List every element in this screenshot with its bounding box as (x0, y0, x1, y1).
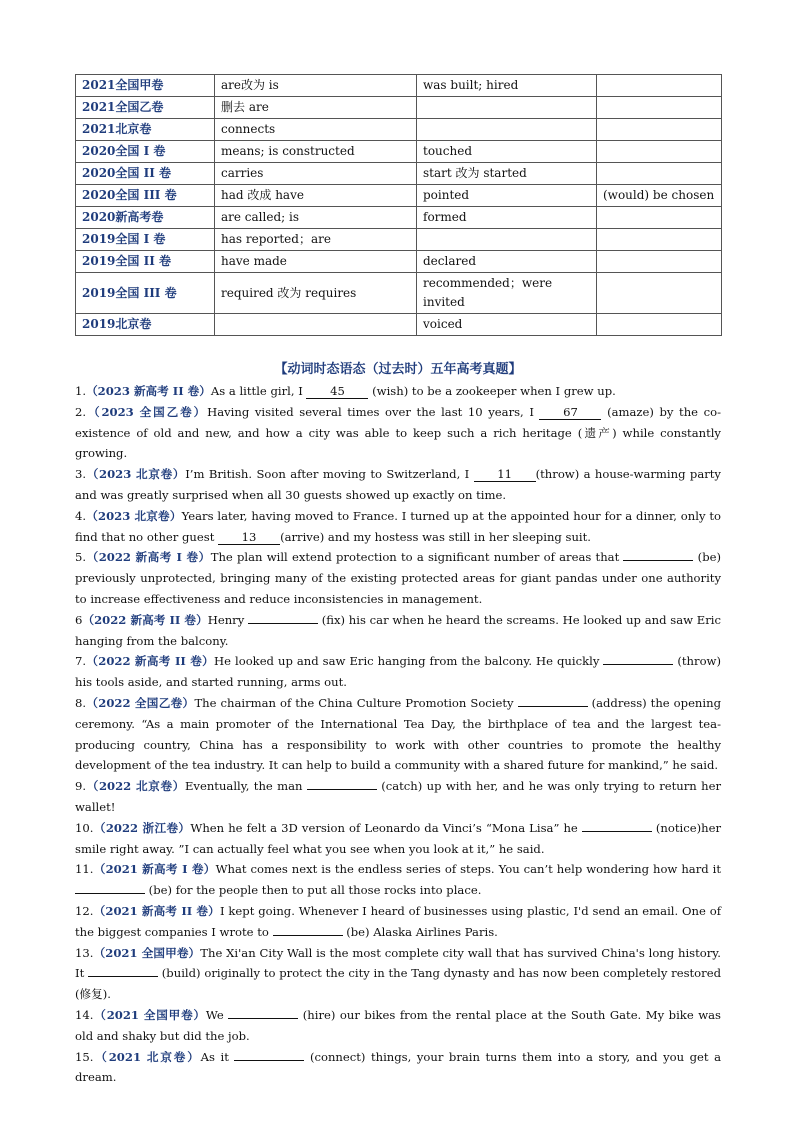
question-list (75, 381, 721, 1088)
table-cell-answer-a: had 改成 have (215, 185, 417, 207)
question-item (75, 901, 721, 943)
question-source: （2023 北京卷） (86, 508, 182, 523)
question-text-before: As it (200, 1049, 235, 1064)
question-number: 5. (75, 550, 87, 565)
question-text-before: He looked up and saw Eric hanging from the balcony. He quickly (214, 654, 604, 669)
answer-blank[interactable] (623, 560, 693, 561)
question-item (75, 464, 721, 506)
table-cell-year: 2020全国 II 卷 (76, 163, 215, 185)
table-cell-answer-c (597, 314, 722, 336)
answer-blank[interactable] (518, 706, 588, 707)
table-cell-year: 2019全国 II 卷 (76, 251, 215, 273)
table-cell-year: 2021北京卷 (76, 119, 215, 141)
question-item (75, 1047, 721, 1089)
question-source: （2022 全国乙卷） (86, 695, 195, 710)
question-text-after: (be) previously unprotected, bringing many of the existing protected areas for giant pandas under one authority to increase effectiveness and reduce inconsistencies in management. (75, 550, 721, 606)
question-number: 8. (75, 695, 87, 710)
question-text-after: (be) for the people then to put all those rocks into place. (145, 883, 482, 898)
question-item (75, 610, 721, 652)
question-text-before: The plan will extend protection to a significant number of areas that (210, 550, 624, 565)
question-item (75, 547, 721, 609)
question-item (75, 651, 721, 693)
question-text-before: We (205, 1007, 229, 1022)
question-text-before: When he felt a 3D version of Leonardo da Vinci’s “Mona Lisa” he (190, 820, 582, 835)
question-item (75, 506, 721, 548)
table-cell-answer-a (215, 314, 417, 336)
table-cell-answer-a: required 改为 requires (215, 273, 417, 314)
answer-blank[interactable] (75, 893, 145, 894)
question-source: （2023 北京卷） (86, 467, 186, 482)
answer-blank[interactable] (88, 976, 158, 977)
section-heading: 【动词时态语态（过去时）五年高考真题】 (274, 362, 522, 377)
question-text-before: I kept going. Whenever I heard of businesses using plastic, I'd send an email. One of the biggest companies I wrote to (75, 903, 721, 939)
table-cell-answer-c (597, 273, 722, 314)
answer-blank[interactable]: 45 (306, 384, 368, 399)
question-source: （2022 北京卷） (86, 779, 185, 794)
table-cell-answer-a: 删去 are (215, 97, 417, 119)
question-number: 4. (75, 508, 87, 523)
answer-table (75, 74, 722, 336)
question-text-after: (throw) a house-warming party and was greatly surprised when all 30 guests showed up exactly on time. (75, 467, 721, 502)
table-cell-answer-c (597, 141, 722, 163)
question-item (75, 402, 721, 464)
table-cell-answer-b (417, 229, 597, 251)
question-number: 6 (75, 612, 83, 627)
table-cell-answer-a: carries (215, 163, 417, 185)
question-text-after: (hire) our bikes from the rental place at the South Gate. My bike was old and shaky but did the job. (75, 1007, 721, 1043)
table-row (76, 185, 722, 207)
table-cell-answer-b: start 改为 started (417, 163, 597, 185)
question-number: 3. (75, 467, 87, 482)
question-number: 11. (75, 862, 94, 877)
table-cell-answer-a: means; is constructed (215, 141, 417, 163)
table-cell-answer-c (597, 75, 722, 97)
question-item (75, 693, 721, 776)
table-cell-year: 2019全国 I 卷 (76, 229, 215, 251)
answer-blank[interactable] (307, 789, 377, 790)
table-cell-answer-c (597, 97, 722, 119)
question-source: （2021 全国甲卷） (93, 945, 201, 960)
question-text-after: (notice)her smile right away. ”I can actually feel what you see when you look at it,” he said. (75, 820, 721, 856)
question-source: （2022 新高考 II 卷） (86, 654, 215, 669)
question-item (75, 381, 721, 402)
question-text-after: (arrive) and my hostess was still in her sleeping suit. (280, 529, 591, 544)
answer-blank[interactable] (228, 1018, 298, 1019)
table-cell-answer-a: has reported；are (215, 229, 417, 251)
question-source: （2023 新高考 II 卷） (86, 384, 211, 398)
question-text-before: Having visited several times over the last 10 years, I (207, 404, 540, 419)
question-number: 14. (75, 1007, 94, 1022)
question-text-after: (wish) to be a zookeeper when I grew up. (368, 384, 616, 398)
question-item (75, 776, 721, 818)
table-cell-answer-b: formed (417, 207, 597, 229)
question-number: 2. (75, 404, 87, 419)
table-cell-year: 2019全国 III 卷 (76, 273, 215, 314)
question-text-before: Henry (207, 612, 248, 627)
question-source: （2023 全国乙卷） (86, 404, 208, 419)
table-cell-answer-b: was built; hired (417, 75, 597, 97)
table-cell-answer-c (597, 251, 722, 273)
question-item (75, 859, 721, 901)
table-cell-answer-c (597, 229, 722, 251)
question-text-after: (throw) his tools aside, and started running, arms out. (75, 654, 721, 690)
table-row (76, 119, 722, 141)
question-text-before: What comes next is the endless series of steps. You can’t help wondering how hard it (215, 862, 721, 877)
table-cell-answer-b: recommended；were invited (417, 273, 597, 314)
table-row (76, 229, 722, 251)
table-cell-answer-c (597, 119, 722, 141)
table-row (76, 314, 722, 336)
table-row (76, 163, 722, 185)
question-number: 9. (75, 779, 87, 794)
question-text-after: (connect) things, your brain turns them into a story, and you get a dream. (75, 1049, 722, 1085)
document-page (75, 74, 721, 1088)
table-cell-answer-b (417, 119, 597, 141)
question-number: 7. (75, 654, 87, 669)
question-source: （2021 新高考 I 卷） (93, 862, 216, 877)
question-text-after: (catch) up with her, and he was only trying to return her wallet! (75, 779, 721, 814)
question-text-after: (amaze) by the co-existence of old and new, and how a city was able to keep such a rich heritage (遗产) while constantly growing. (75, 404, 721, 461)
question-text-after: (fix) his car when he heard the screams. He looked up and saw Eric hanging from the balcony. (75, 612, 721, 648)
table-cell-answer-b (417, 97, 597, 119)
table-cell-answer-c (597, 207, 722, 229)
table-cell-year: 2021全国甲卷 (76, 75, 215, 97)
table-cell-year: 2019北京卷 (76, 314, 215, 336)
question-text-before: Eventually, the man (184, 779, 307, 794)
question-item (75, 943, 721, 1005)
table-row (76, 75, 722, 97)
table-cell-year: 2020全国 I 卷 (76, 141, 215, 163)
table-cell-answer-a: are called; is (215, 207, 417, 229)
question-number: 15. (75, 1049, 94, 1064)
table-cell-answer-a: connects (215, 119, 417, 141)
question-number: 12. (75, 903, 94, 918)
table-cell-answer-b: pointed (417, 185, 597, 207)
question-text-before: As a little girl, I (210, 384, 307, 398)
answer-blank[interactable] (582, 831, 652, 832)
table-cell-answer-a: are改为 is (215, 75, 417, 97)
table-row (76, 141, 722, 163)
answer-blank[interactable]: 11 (474, 467, 536, 482)
answer-blank[interactable]: 13 (218, 530, 280, 545)
answer-blank[interactable] (234, 1060, 304, 1061)
table-row (76, 97, 722, 119)
question-source: （2022 浙江卷） (93, 820, 191, 835)
question-text-before: The chairman of the China Culture Promotion Society (194, 695, 518, 710)
answer-blank[interactable] (273, 935, 343, 936)
answer-blank[interactable] (248, 623, 318, 624)
question-source: （2021 全国甲卷） (93, 1007, 206, 1022)
table-row (76, 251, 722, 273)
question-source: （2022 新高考 I 卷） (86, 550, 211, 565)
table-cell-answer-b: declared (417, 251, 597, 273)
question-source: （2021 北京卷） (93, 1049, 201, 1064)
question-number: 10. (75, 820, 94, 835)
table-cell-year: 2021全国乙卷 (76, 97, 215, 119)
question-number: 13. (75, 945, 94, 960)
table-cell-answer-c (597, 163, 722, 185)
question-text-after: (build) originally to protect the city in the Tang dynasty and has now been completely restored (修复). (75, 966, 721, 1002)
table-cell-answer-c: (would) be chosen (597, 185, 722, 207)
question-item (75, 818, 721, 860)
table-cell-answer-b: touched (417, 141, 597, 163)
question-source: （2022 新高考 II 卷） (82, 612, 208, 627)
table-cell-answer-b: voiced (417, 314, 597, 336)
answer-blank[interactable] (603, 664, 673, 665)
table-cell-answer-a: have made (215, 251, 417, 273)
table-cell-year: 2020全国 III 卷 (76, 185, 215, 207)
question-text-before: I’m British. Soon after moving to Switzerland, I (185, 467, 474, 482)
question-text-before: The Xi'an City Wall is the most complete city wall that has survived China's long history. It (75, 945, 721, 981)
table-row (76, 273, 722, 314)
answer-blank[interactable]: 67 (539, 405, 601, 420)
question-text-after: (address) the opening ceremony. “As a main promoter of the International Tea Day, the birthplace of tea and the largest tea-producing country, China has a responsibility to work with other countries to promote the healthy development of the tea industry. It can help to build a community with a shared future for mankind,” he said. (75, 695, 721, 773)
question-source: （2021 新高考 II 卷） (93, 903, 220, 918)
table-cell-year: 2020新高考卷 (76, 207, 215, 229)
table-row (76, 207, 722, 229)
question-item (75, 1005, 721, 1047)
question-text-after: (be) Alaska Airlines Paris. (342, 924, 498, 939)
question-number: 1. (75, 384, 87, 398)
question-text-before: Years later, having moved to France. I turned up at the appointed hour for a dinner, only to find that no other guest (75, 508, 722, 544)
